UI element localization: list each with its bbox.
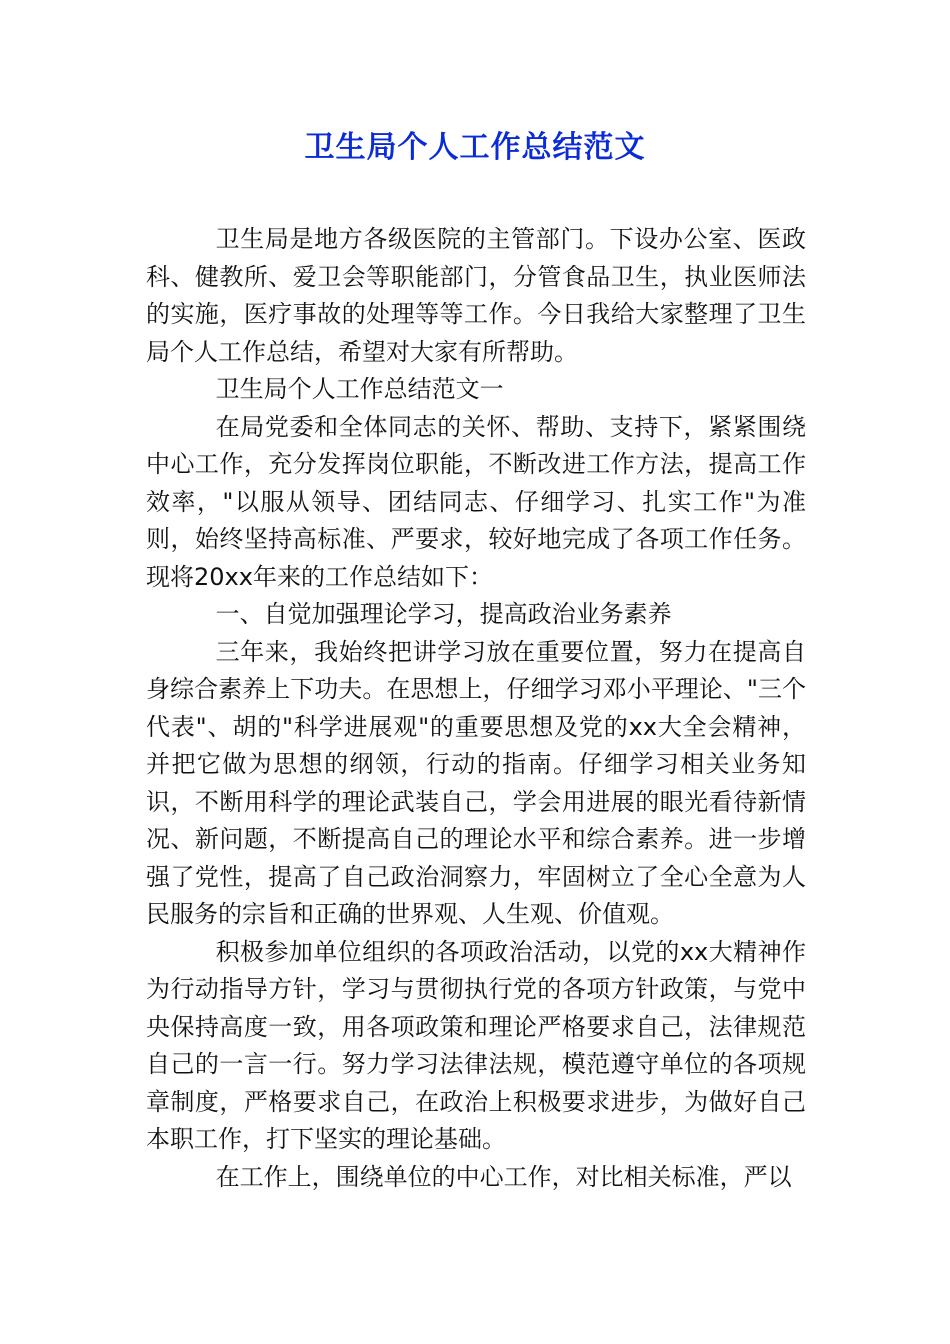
paragraph-subtitle: 卫生局个人工作总结范文一 bbox=[215, 375, 504, 403]
document-body bbox=[146, 221, 806, 1196]
paragraph-opening: 在局党委和全体同志的关怀、帮助、支持下，紧紧围绕中心工作，充分发挥岗位职能，不断改进工作方法，提高工作效率，"以服从领导、团结同志、仔细学习、扎实工作"为准则，始终坚持高标准、严要求，较好地完成了各项工作任务。现将20xx年来的工作总结如下： bbox=[146, 412, 806, 591]
section-heading-1: 一、自觉加强理论学习，提高政治业务素养 bbox=[215, 600, 672, 628]
paragraph-study: 三年来，我始终把讲学习放在重要位置，努力在提高自身综合素养上下功夫。在思想上，仔细学习邓小平理论、"三个代表"、胡的"科学进展观"的重要思想及党的xx大全会精神，并把它做为思想的纲领，行动的指南。仔细学习相关业务知识，不断用科学的理论武装自己，学会用进展的眼光看待新情况、新问题，不断提高自己的理论水平和综合素养。进一步增强了党性，提高了自己政治洞察力，牢固树立了全心全意为人民服务的宗旨和正确的世界观、人生观、价值观。 bbox=[146, 637, 806, 928]
paragraph-work: 在工作上，围绕单位的中心工作，对比相关标准，严以 bbox=[215, 1162, 792, 1191]
paragraph-politics: 积极参加单位组织的各项政治活动，以党的xx大精神作为行动指导方针，学习与贯彻执行党的各项方针政策，与党中央保持高度一致，用各项政策和理论严格要求自己，法律规范自己的一言一行。努力学习法律法规，模范遵守单位的各项规章制度，严格要求自己，在政治上积极要求进步，为做好自己本职工作，打下坚实的理论基础。 bbox=[146, 937, 806, 1153]
paragraph-intro: 卫生局是地方各级医院的主管部门。下设办公室、医政科、健教所、爱卫会等职能部门，分管食品卫生，执业医师法的实施，医疗事故的处理等等工作。今日我给大家整理了卫生局个人工作总结，希望对大家有所帮助。 bbox=[146, 225, 806, 366]
document-title: 卫生局个人工作总结范文 bbox=[304, 130, 646, 165]
